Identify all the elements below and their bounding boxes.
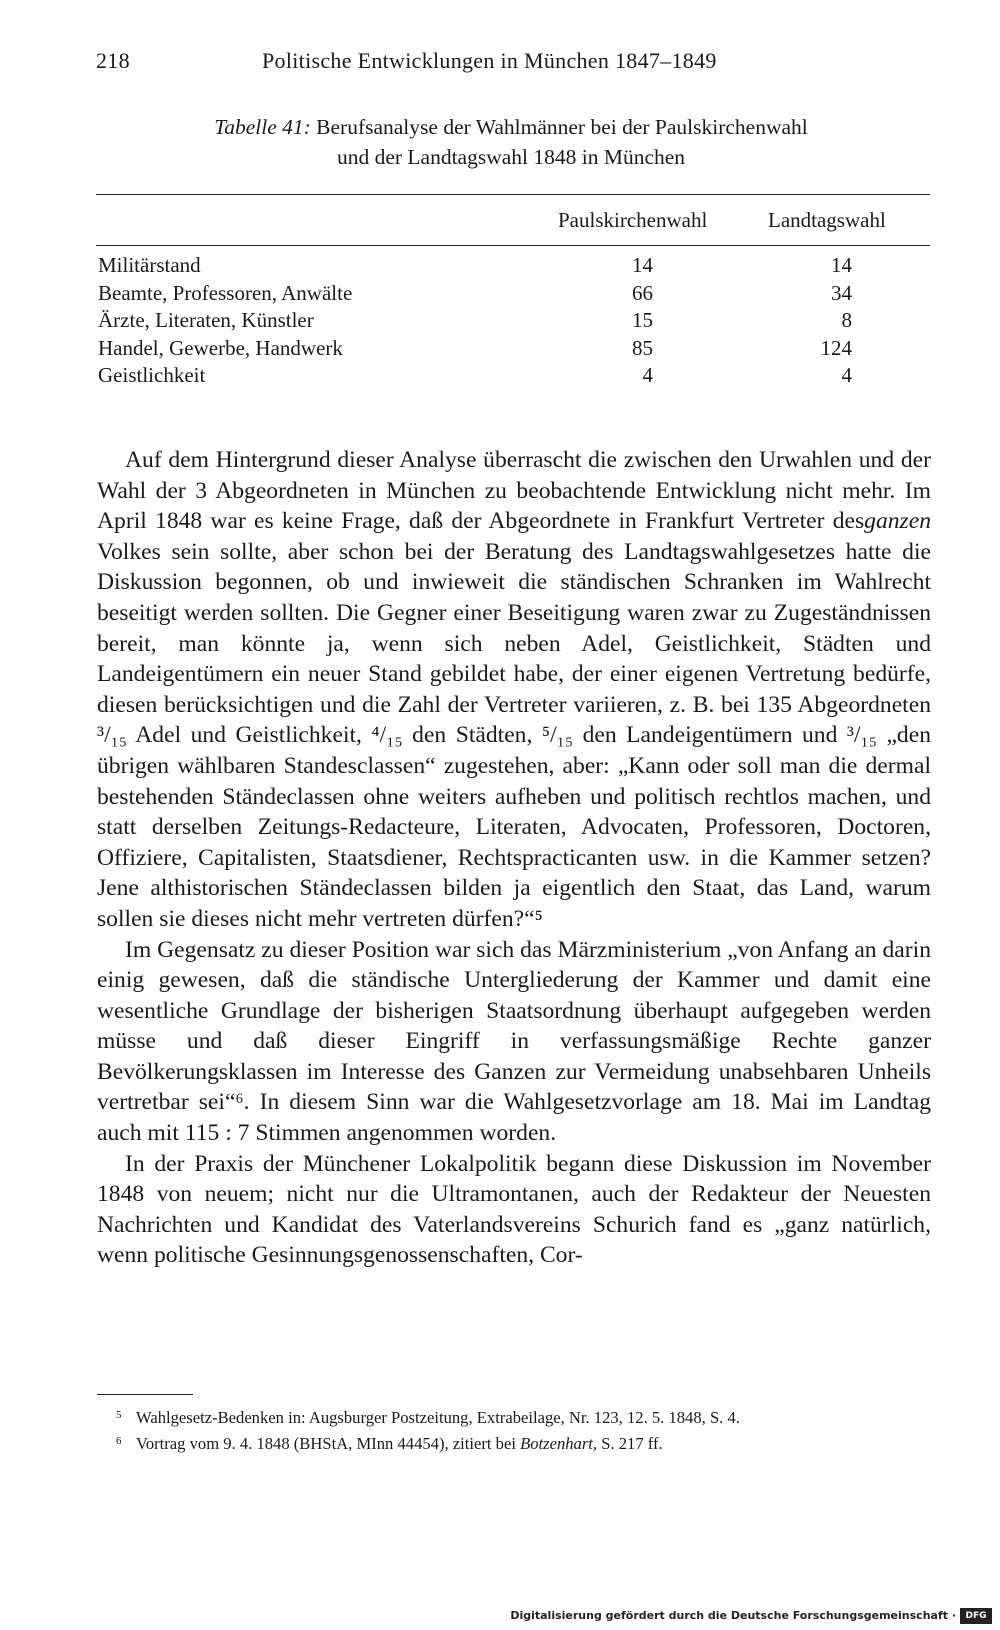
table-row — [96, 281, 930, 309]
row-label: Militärstand — [98, 253, 201, 277]
footnote-text — [118, 1431, 930, 1457]
row-label: Ärzte, Literaten, Künstler — [98, 308, 314, 332]
row-label: Handel, Gewerbe, Handwerk — [98, 335, 343, 360]
paulskirchenwahl-value: 14 — [632, 253, 653, 277]
footnote-5 — [118, 1405, 930, 1431]
paragraph-3: In der Praxis der Münchener Lokalpolitik begann diese Diskussion im November 1848 von neuem; nicht nur die Ultramontanen, auch der Redakteur der Neuesten Nachrichten und Kandidat des Vaterlandsvereins Schurich fand es „ganz natürlich, wenn politische Gesinnungsgenossenschaften, Cor- — [97, 1150, 931, 1269]
row-label: Beamte, Professoren, Anwälte — [98, 280, 353, 305]
running-title: Politische Entwicklungen in München 1847–1849 — [262, 48, 717, 73]
table-top-rule — [96, 194, 930, 195]
paulskirchenwahl-value: 15 — [632, 308, 653, 332]
footnote-rule — [97, 1394, 193, 1395]
table-caption-line-2: und der Landtagswahl 1848 in München — [336, 145, 686, 169]
table-row — [96, 253, 930, 281]
table-row — [96, 336, 930, 364]
table-row — [96, 308, 930, 336]
landtagswahl-value: 124 — [820, 335, 852, 360]
paragraph-1-part-b: Volkes sein sollte, aber schon bei der Beratung des Landtagswahlgesetzes hatte die Diskussion begonnen, ob und inwieweit die ständischen Schranken im Wahlrecht beseitigt werden sollten. Die Gegner einer Beseitigung waren zwar zu Zugeständnissen bereit, man könnte ja, wenn sich neben Adel, Geistlichkeit, Städten und Landeigentümern ein neuer Stand gebildet habe, der einer eigenen Vertretung bedürfe, diesen berücksichtigen und die Zahl der Vertreter variieren, z. B. bei 135 Abgeordneten ³/₁₅ Adel und Geistlichkeit, ⁴/₁₅ den Städten, ⁵/₁₅ den Landeigentümern und ³/₁₅ „den übrigen wählbaren Standesclassen“ zugestehen, aber: „Kann oder soll man die dermal bestehenden Ständeclassen ohne weiters aufheben und politisch rechtlos machen, und statt derselben Zeitungs-Redacteure, Literaten, Advocaten, Professoren, Doctoren, Offiziere, Capitalisten, Staatsdiener, Rechtspracticanten usw. in die Kammer setzen? Jene althistorischen Ständeclassen bilden ja eigentlich den Staat, das Land, warum sollen sie dieses nicht mehr vertreten dürfen?“⁵ — [97, 538, 931, 932]
table-caption-line-1: Berufsanalyse der Wahlmänner bei der Paulskirchenwahl — [316, 115, 808, 139]
table-caption — [96, 112, 926, 172]
column-header-paulskirchenwahl: Paulskirchenwahl — [558, 208, 708, 232]
footnotes — [118, 1405, 930, 1457]
footnote-mark: 5 — [116, 1409, 122, 1421]
table-caption-label: Tabelle 41: — [214, 115, 311, 139]
landtagswahl-value: 4 — [841, 363, 852, 387]
paragraph-1 — [97, 445, 931, 935]
landtagswahl-value: 8 — [841, 308, 852, 332]
body-text — [97, 445, 931, 1271]
page-number: 218 — [96, 48, 130, 73]
occupation-table — [96, 253, 930, 391]
footnote-text-part-b: S. 217 ff. — [597, 1434, 663, 1453]
landtagswahl-value: 14 — [831, 253, 852, 277]
row-label: Geistlichkeit — [98, 363, 206, 387]
footnote-text-part-a: Vortrag vom 9. 4. 1848 (BHStA, MInn 44454), zitiert bei — [136, 1434, 521, 1453]
dfg-logo: DFG — [960, 1608, 992, 1624]
footnote-author: Botzenhart, — [520, 1434, 598, 1453]
paragraph-1-part-a: Auf dem Hintergrund dieser Analyse überrascht die zwischen den Urwahlen und der Wahl der 3 Abgeordneten in München zu beobachtende Entwicklung nicht mehr. Im April 1848 war es keine Frage, daß der Abgeordnete in Frankfurt Vertreter des — [97, 447, 931, 535]
footnote-text: Wahlgesetz-Bedenken in: Augsburger Postzeitung, Extrabeilage, Nr. 123, 12. 5. 1848, S. 4. — [136, 1408, 740, 1427]
landtagswahl-value: 34 — [831, 280, 852, 305]
paulskirchenwahl-value: 85 — [632, 335, 653, 360]
table-row — [96, 363, 930, 391]
paulskirchenwahl-value: 66 — [632, 280, 653, 305]
digitization-credit: Digitalisierung gefördert durch die Deutsche Forschungsgemeinschaft · — [510, 1609, 956, 1622]
table-header-rule — [96, 245, 930, 246]
column-header-landtagswahl: Landtagswahl — [768, 208, 886, 232]
paragraph-2: Im Gegensatz zu dieser Position war sich das Märzministerium „von Anfang an darin einig gewesen, daß die ständische Untergliederung der Kammer und damit eine wesentliche Grundlage der bisherigen Staatsordnung überhaupt aufgegeben werden müsse und daß dieser Eingriff in verfassungsmäßige Rechte ganzer Bevölkerungsklassen im Interesse des Ganzen zur Vermeidung unabsehbaren Unheils vertretbar sei“⁶. In diesem Sinn war die Wahlgesetzvorlage am 18. Mai im Landtag auch mit 115 : 7 Stimmen angenommen worden. — [97, 936, 931, 1147]
footnote-6 — [118, 1431, 930, 1457]
footnote-mark: 6 — [116, 1435, 122, 1447]
paulskirchenwahl-value: 4 — [642, 363, 653, 387]
emphasis-ganzen: ganzen — [864, 508, 931, 535]
